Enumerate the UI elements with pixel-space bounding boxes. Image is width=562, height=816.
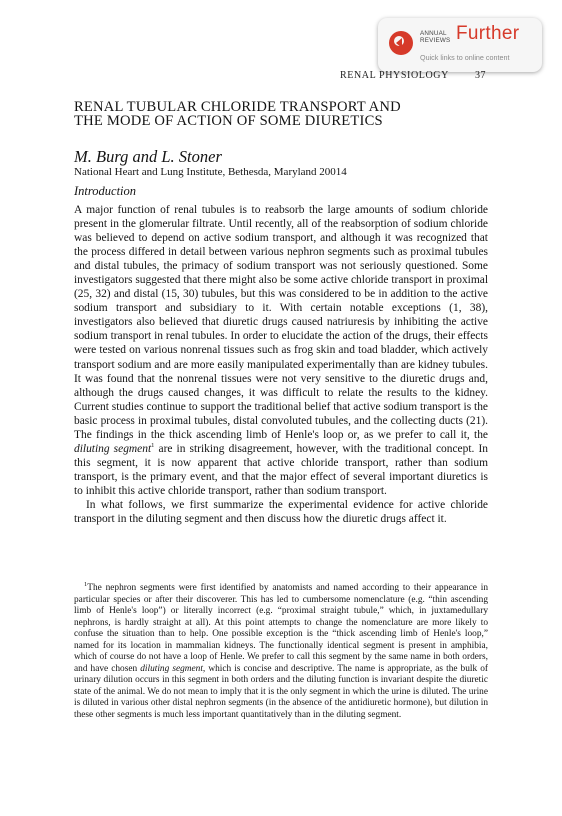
- running-head: [340, 70, 486, 81]
- page-number: 37: [474, 70, 487, 81]
- paragraph-1-part-a: A major function of renal tubules is to reabsorb the large amounts of sodium chloride present in the glomerular filtrate. Until recently, all of the reabsorption of sodium chloride was believed to depend on active sodium transport, and although it was recognized that the process differed in detail between various nephron segments such as proximal tubules and distal tubules, the primacy of sodium transport was not seriously questioned. Some investigators suggested that there might also be some active chloride transport in proximal (25, 32) and distal (15, 30) tubules, but this was considered to be in addition to the active sodium transport and subsidiary to it. With certain notable exceptions (1, 38), investigators also believed that diuretic drugs caused natriuresis by inhibiting the active sodium transport in renal tubules. In order to elucidate the action of the drugs, their effects were tested on various nonrenal tissues such as frog skin and toad bladder, which actively transport sodium and are more easily manipulated experimentally than are kidney tubules. It was found that the nonrenal tissues were not very sensitive to the diuretic drugs and, although the drugs caused changes, it was difficult to relate the results to the kidney. Current studies continue to support the traditional belief that active sodium transport is the basic process in proximal tubules, distal convoluted tubules, and the collecting ducts (21). The findings in the thick ascending limb of Henle's loop or, as we prefer to call it, the: [74, 204, 488, 441]
- diluting-segment-term: diluting segment: [74, 442, 152, 455]
- section-heading: Introduction: [74, 184, 137, 198]
- annual-reviews-logo: [420, 30, 450, 44]
- paragraph-2: In what follows, we first summarize the experimental evidence for active chloride transport in the diluting segment and then discuss how the diuretic drugs affect it.: [74, 498, 488, 526]
- further-label[interactable]: Further: [456, 23, 520, 44]
- title-line-1: RENAL TUBULAR CHLORIDE TRANSPORT AND: [74, 99, 401, 115]
- further-badge[interactable]: [378, 18, 542, 72]
- further-tagline[interactable]: Quick links to online content: [420, 53, 510, 62]
- footnote-part-b: which is concise and descriptive. The name is appropriate, as the bulk of urinary dilution occurs in this segment in both orders and the diluting function is invariant despite the diuretic state of the animal. We do not mean to imply that it is the only segment in which the urine is diluted. The urine is diluted in various other distal nephron segments (in the absence of the antidiuretic hormone), but dilution in these other segments is much less important quantitatively than in the diluting segment.: [74, 663, 488, 721]
- footnote: [74, 580, 488, 722]
- paragraph-1-part-b: are in striking disagreement, however, with the traditional concept. In this segment, it is now apparent that active chloride transport, rather than sodium transport, is the primary event, and that the major effect of several important diuretics is to inhibit this active chloride transport, rather than sodium transport.: [74, 442, 488, 497]
- body-text: [74, 203, 488, 526]
- arrow-circle-icon: [389, 31, 413, 55]
- footnote-text: [74, 580, 488, 722]
- journal-name: RENAL PHYSIOLOGY: [340, 70, 449, 81]
- title-line-2: THE MODE OF ACTION OF SOME DIURETICS: [74, 113, 383, 129]
- brand-top: ANNUAL: [420, 30, 447, 37]
- article-title: [74, 100, 514, 128]
- authors: M. Burg and L. Stoner: [74, 147, 222, 166]
- affiliation: National Heart and Lung Institute, Bethesda, Maryland 20014: [74, 166, 347, 178]
- footnote-part-a: The nephron segments were first identified by anatomists and named according to their appearance in particular species or after their discoverer. This has led to cumbersome nomenclature (e.g. “thin ascending limb of Henle's loop”) or literally incorrect (e.g. “proximal straight tubule,” which, in juxtamedullary nephrons, is hardly straight at all). At this point attempts to change the nomenclature are more likely to confuse the situation than to help. One possible exception is the “thick ascending limb of Henle's loop,” named for its location in mammalian kidneys. The functionally identical segment is present in amphibia, which of course do not have a loop of Henle. We prefer to call this segment by the same name in both orders, and have chosen: [74, 583, 488, 674]
- brand-bottom: REVIEWS: [420, 37, 451, 44]
- footnote-term: diluting segment,: [140, 663, 206, 674]
- footnote-number: 1: [84, 580, 88, 588]
- paragraph-1: [74, 203, 488, 498]
- footnote-marker[interactable]: 1: [151, 441, 155, 449]
